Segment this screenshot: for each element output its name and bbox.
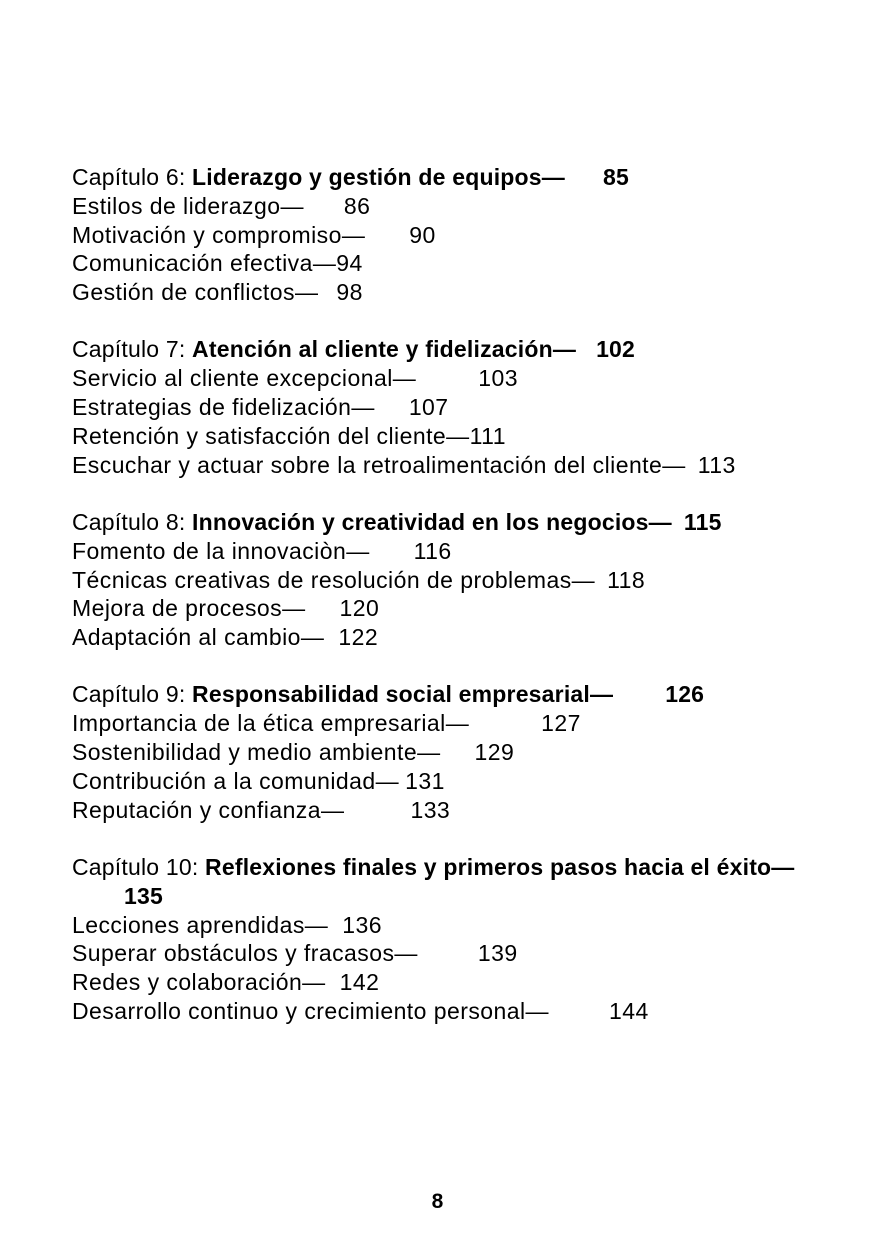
- toc-entry: [72, 939, 832, 968]
- entry-page-number: 111: [469, 422, 506, 449]
- chapter-page-number: 102: [596, 336, 636, 363]
- entry-page-number: 133: [410, 796, 451, 823]
- chapter-heading: [72, 853, 812, 911]
- chapter-title: Atención al cliente y fidelización—: [192, 336, 577, 363]
- toc-entry: [72, 594, 832, 623]
- chapter-title: Reflexiones finales y primeros pasos hacia el éxito—: [205, 853, 795, 880]
- entry-page-number: 142: [339, 969, 380, 996]
- entry-page-number: 94: [336, 250, 363, 277]
- entry-page-number: 86: [343, 192, 371, 219]
- entry-page-number: 98: [336, 279, 363, 306]
- toc-chapter: [72, 853, 832, 1026]
- toc-entry: [72, 451, 832, 480]
- page-number: 8: [431, 1190, 444, 1213]
- chapter-prefix: Capítulo 9:: [72, 681, 193, 708]
- toc-entry: [72, 997, 832, 1026]
- entry-page-number: 90: [409, 221, 436, 248]
- toc-entry: [72, 566, 832, 595]
- toc-entry: [72, 192, 832, 221]
- chapter-page-number: 85: [603, 164, 629, 190]
- entry-title: Importancia de la ética empresarial—: [72, 710, 470, 737]
- chapter-prefix: Capítulo 10:: [72, 853, 206, 880]
- entry-title: Contribución a la comunidad—: [72, 767, 400, 794]
- entry-title: Técnicas creativas de resolución de problemas—: [72, 566, 596, 593]
- entry-title: Motivación y compromiso—: [72, 221, 366, 248]
- chapter-title: Liderazgo y gestión de equipos—: [192, 164, 565, 190]
- entry-page-number: 127: [541, 710, 581, 737]
- entry-title: Gestión de conflictos—: [72, 279, 319, 306]
- entry-page-number: 144: [609, 997, 649, 1024]
- entry-title: Retención y satisfacción del cliente—: [72, 422, 470, 449]
- toc-entry: [72, 422, 832, 451]
- entry-title: Estilos de liderazgo—: [72, 192, 304, 219]
- chapter-title: Responsabilidad social empresarial—: [192, 681, 614, 708]
- entry-title: Fomento de la innovaciòn—: [72, 537, 370, 564]
- chapter-page-number: 135: [124, 882, 163, 909]
- toc-chapter: [72, 680, 832, 824]
- entry-page-number: 136: [342, 911, 382, 938]
- entry-title: Sostenibilidad y medio ambiente—: [72, 739, 441, 766]
- toc-entry: [72, 249, 832, 278]
- chapter-heading: [72, 163, 832, 192]
- toc-entry: [72, 278, 832, 307]
- entry-title: Servicio al cliente excepcional—: [72, 365, 417, 392]
- entry-page-number: 120: [339, 595, 380, 622]
- chapter-prefix: Capítulo 7:: [72, 336, 193, 363]
- entry-page-number: 116: [413, 537, 452, 564]
- toc-entry: [72, 968, 832, 997]
- toc-chapter: [72, 163, 832, 307]
- toc-entry: [72, 709, 832, 738]
- chapter-prefix: Capítulo 8:: [72, 508, 193, 535]
- entry-title: Escuchar y actuar sobre la retroalimentación del cliente—: [72, 451, 686, 478]
- toc-entry: [72, 537, 832, 566]
- toc-entry: [72, 393, 832, 422]
- toc-entry: [72, 796, 832, 825]
- toc-entry: [72, 911, 832, 940]
- chapter-heading: [72, 680, 832, 709]
- entry-title: Desarrollo continuo y crecimiento personal—: [72, 997, 550, 1024]
- entry-title: Superar obstáculos y fracasos—: [72, 940, 418, 967]
- toc-chapter: [72, 508, 832, 652]
- entry-title: Mejora de procesos—: [72, 595, 306, 622]
- chapter-title: Innovación y creatividad en los negocios—: [192, 508, 672, 535]
- toc-entry: [72, 221, 832, 250]
- entry-page-number: 129: [474, 739, 515, 766]
- toc-entry: [72, 623, 832, 652]
- chapter-page-number: 126: [665, 681, 705, 708]
- entry-page-number: 103: [478, 365, 518, 392]
- entry-title: Lecciones aprendidas—: [72, 911, 329, 938]
- toc-entry: [72, 767, 832, 796]
- entry-page-number: 118: [607, 566, 646, 593]
- entry-title: Estrategias de fidelización—: [72, 394, 375, 421]
- chapter-heading: [72, 508, 832, 537]
- toc-entry: [72, 364, 832, 393]
- toc-entry: [72, 738, 832, 767]
- toc-chapter: [72, 335, 832, 479]
- entry-title: Reputación y confianza—: [72, 796, 345, 823]
- table-of-contents: [72, 163, 832, 1054]
- entry-title: Redes y colaboración—: [72, 969, 326, 996]
- entry-title: Adaptación al cambio—: [72, 624, 325, 651]
- entry-page-number: 122: [338, 624, 379, 651]
- chapter-heading: [72, 335, 832, 364]
- chapter-prefix: Capítulo 6:: [72, 164, 193, 190]
- entry-title: Comunicación efectiva—: [72, 250, 337, 277]
- entry-page-number: 131: [405, 767, 445, 794]
- entry-page-number: 107: [408, 394, 449, 421]
- entry-page-number: 139: [477, 940, 518, 967]
- entry-page-number: 113: [697, 451, 736, 478]
- chapter-page-number: 115: [683, 508, 722, 535]
